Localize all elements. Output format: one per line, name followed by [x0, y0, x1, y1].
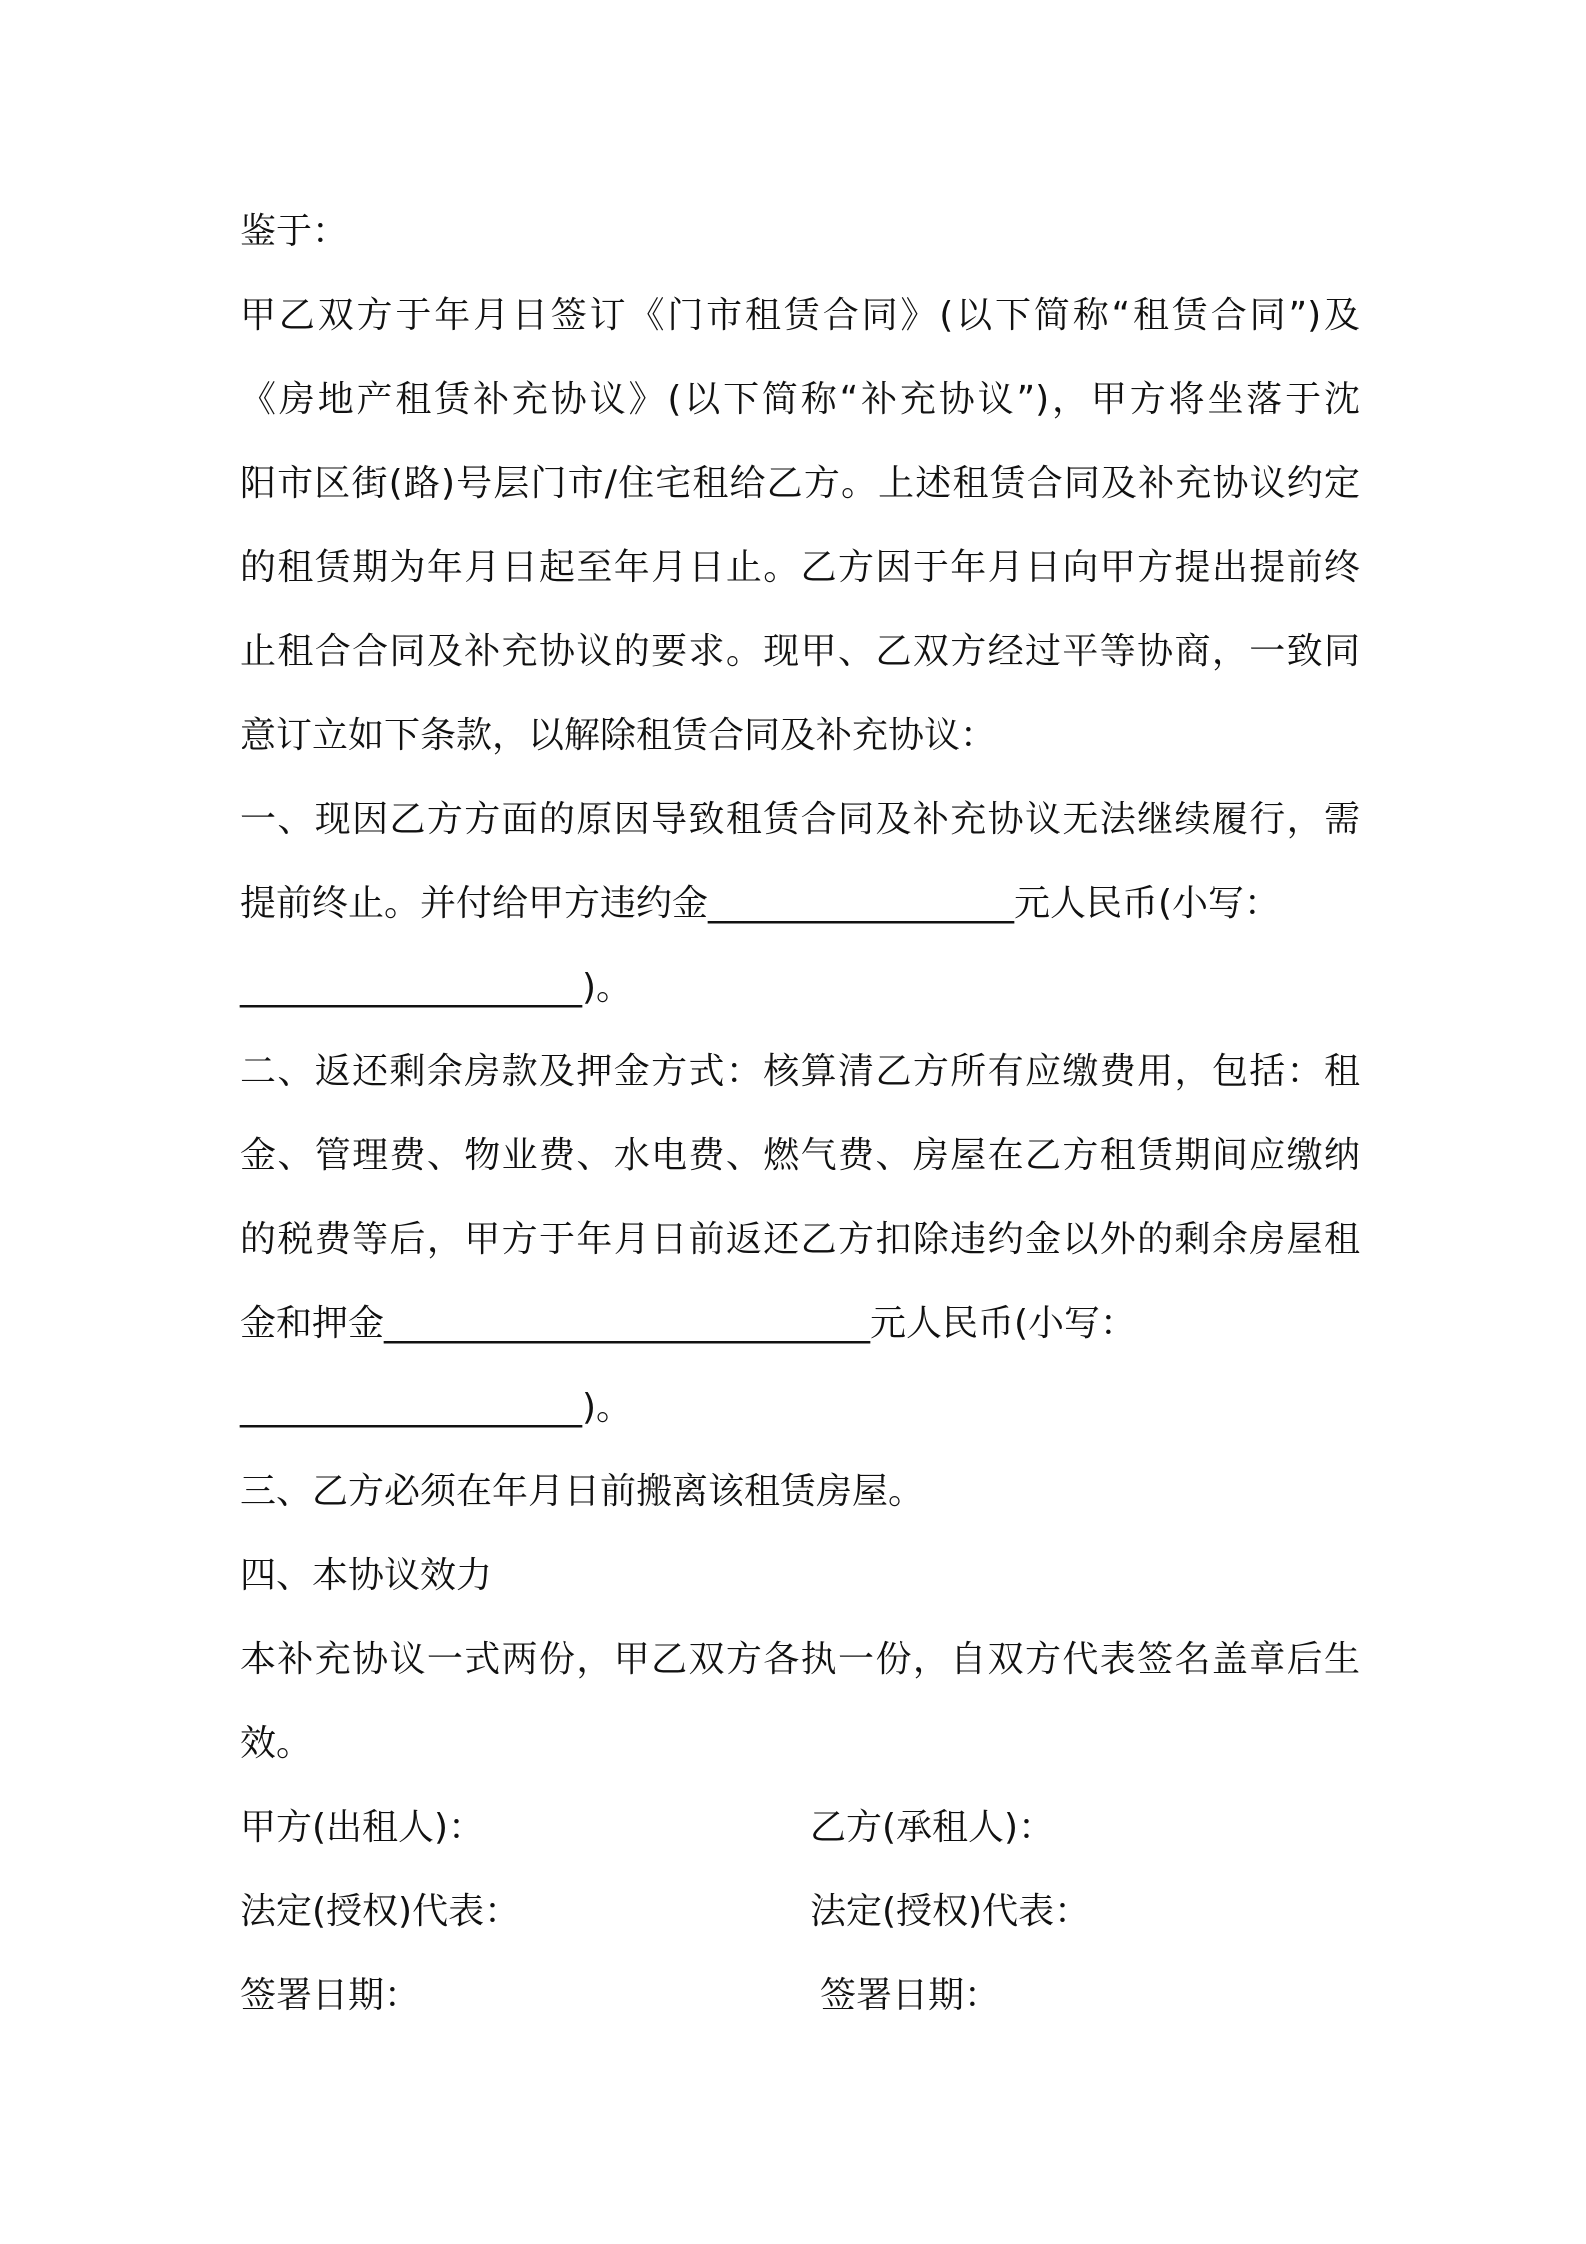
- contract-page: [240, 190, 1360, 2038]
- date-a-label: 签署日期：: [240, 1975, 421, 2016]
- intro-line: 意订立如下条款，以解除租赁合同及补充协议：: [240, 715, 997, 756]
- clause-two-line: 二、返还剩余房款及押金方式：核算清乙方所有应缴费用，包括：租: [240, 1051, 1360, 1092]
- clause-two-line: 金和押金___________________________元人民币(小写：: [240, 1303, 1137, 1344]
- clause-four-line: 本补充协议一式两份，甲乙双方各执一份，自双方代表签名盖章后生: [240, 1639, 1360, 1680]
- clause-three: 三、乙方必须在年月日前搬离该租赁房屋。: [240, 1471, 925, 1512]
- clause-one-line: ___________________)。: [240, 967, 633, 1008]
- clause-two: [240, 1030, 1360, 1450]
- intro-line: 《房地产租赁补充协议》(以下简称“补充协议”)，甲方将坐落于沈: [240, 379, 1360, 420]
- intro-line: 甲乙双方于年月日签订《门市租赁合同》(以下简称“租赁合同”)及: [240, 295, 1360, 336]
- intro-line: 止租合合同及补充协议的要求。现甲、乙双方经过平等协商，一致同: [240, 631, 1360, 672]
- clause-one-line: 一、现因乙方方面的原因导致租赁合同及补充协议无法继续履行，需: [240, 799, 1360, 840]
- rep-a-label: 法定(授权)代表：: [240, 1891, 521, 1932]
- signature-block: [240, 1786, 1360, 2038]
- clause-two-line: 的税费等后，甲方于年月日前返还乙方扣除违约金以外的剩余房屋租: [240, 1219, 1360, 1260]
- clause-two-line: 金、管理费、物业费、水电费、燃气费、房屋在乙方租赁期间应缴纳: [240, 1135, 1360, 1176]
- signature-row-date: [240, 1954, 1360, 2038]
- rep-b-label: 法定(授权)代表：: [810, 1891, 1091, 1932]
- clause-one-line: 提前终止。并付给甲方违约金_________________元人民币(小写：: [240, 883, 1281, 924]
- party-b-label: 乙方(承租人)：: [810, 1807, 1055, 1848]
- party-a-label: 甲方(出租人)：: [240, 1807, 485, 1848]
- clause-one: [240, 778, 1360, 1030]
- intro-paragraph: [240, 274, 1360, 778]
- clause-four-title: 四、本协议效力: [240, 1555, 493, 1596]
- signature-row-party: [240, 1786, 1360, 1870]
- document-heading: 鉴于：: [240, 211, 349, 252]
- intro-line: 阳市区街(路)号层门市/住宅租给乙方。上述租赁合同及补充协议约定: [240, 463, 1360, 504]
- clause-four-line: 效。: [240, 1723, 313, 1764]
- date-b-label: 签署日期：: [820, 1975, 1001, 2016]
- clause-four-body: [240, 1618, 1360, 1786]
- intro-line: 的租赁期为年月日起至年月日止。乙方因于年月日向甲方提出提前终: [240, 547, 1360, 588]
- signature-row-representative: [240, 1870, 1360, 1954]
- clause-two-line: ___________________)。: [240, 1387, 633, 1428]
